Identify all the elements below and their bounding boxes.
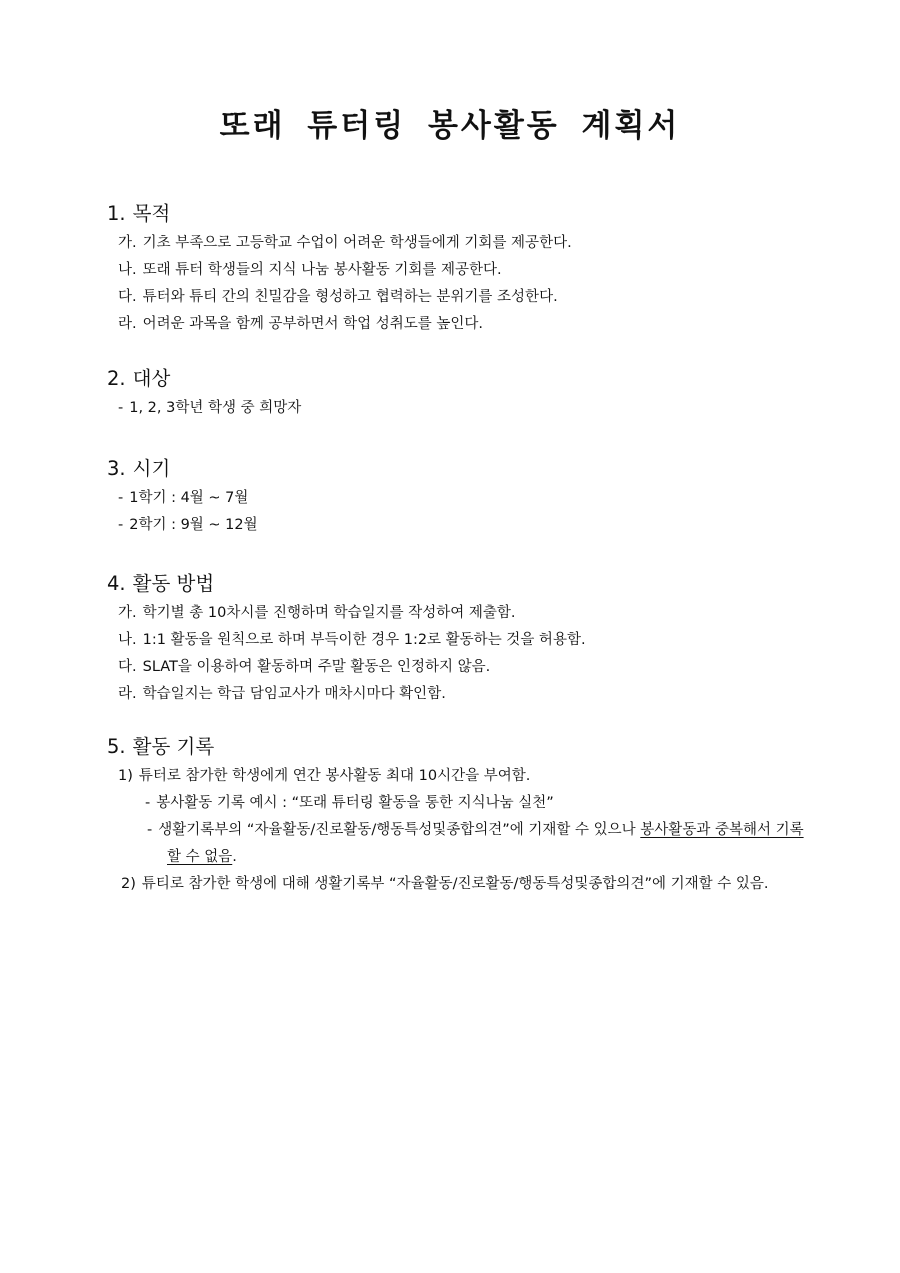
list-text: 2학기 : 9월 ~ 12월 [129, 517, 258, 533]
section-heading [107, 200, 807, 228]
list-marker: 다. [118, 659, 137, 675]
list-marker: 라. [118, 316, 137, 332]
sub-list-item [107, 817, 807, 871]
section-title: 활동 기록 [132, 735, 215, 758]
list-marker: 라. [118, 686, 137, 702]
list-item [107, 763, 807, 790]
list-item [107, 395, 807, 422]
section-number: 4. [107, 572, 126, 595]
list-item [107, 311, 807, 338]
list-text: 1:1 활동을 원칙으로 하며 부득이한 경우 1:2로 활동하는 것을 허용함. [142, 632, 586, 648]
section-heading [107, 455, 807, 483]
section-number: 2. [107, 367, 126, 390]
section-heading [107, 570, 807, 598]
section-title: 목적 [132, 202, 171, 225]
list-text-end: . [232, 849, 237, 865]
list-item [107, 512, 807, 539]
list-item [107, 654, 807, 681]
list-marker: 나. [118, 632, 137, 648]
list-text: 또래 튜터 학생들의 지식 나눔 봉사활동 기회를 제공한다. [142, 262, 502, 278]
list-text: 봉사활동 기록 예시 : “또래 튜터링 활동을 통한 지식나눔 실천” [156, 795, 554, 811]
underlined-text: 봉사활동과 중복해서 기록할 수 없음 [167, 822, 804, 865]
section-number: 5. [107, 735, 126, 758]
list-item [107, 485, 807, 512]
list-text: 학기별 총 10차시를 진행하며 학습일지를 작성하여 제출함. [142, 605, 516, 621]
section-title: 시기 [132, 457, 171, 480]
section-record [107, 733, 807, 898]
section-title: 대상 [132, 367, 171, 390]
section-title: 활동 방법 [132, 572, 215, 595]
list-marker: 1) [118, 768, 133, 784]
list-item [107, 871, 807, 898]
list-marker: - [118, 400, 124, 416]
list-text: 어려운 과목을 함께 공부하면서 학업 성취도를 높인다. [142, 316, 484, 332]
document-title: 또래 튜터링 봉사활동 계획서 [219, 108, 681, 144]
section-heading [107, 365, 807, 393]
list-marker: 가. [118, 235, 137, 251]
list-text: 튜터와 튜티 간의 친밀감을 형성하고 협력하는 분위기를 조성한다. [142, 289, 558, 305]
list-item [107, 284, 807, 311]
section-heading [107, 733, 807, 761]
list-text: 기초 부족으로 고등학교 수업이 어려운 학생들에게 기회를 제공한다. [142, 235, 572, 251]
list-marker: - [145, 795, 151, 811]
list-text: SLAT을 이용하여 활동하며 주말 활동은 인정하지 않음. [142, 659, 491, 675]
list-item [107, 600, 807, 627]
list-marker: 가. [118, 605, 137, 621]
list-text: 생활기록부의 “자율활동/진로활동/행동특성및종합의견”에 기재할 수 있으나 [158, 822, 636, 838]
section-number: 3. [107, 457, 126, 480]
list-text: 튜티로 참가한 학생에 대해 생활기록부 “자율활동/진로활동/행동특성및종합의견”에 기재할 수 있음. [141, 876, 769, 892]
list-text: 학습일지는 학급 담임교사가 매차시마다 확인함. [142, 686, 446, 702]
list-item [107, 230, 807, 257]
list-marker: 2) [121, 876, 136, 892]
section-method [107, 570, 807, 708]
section-number: 1. [107, 202, 126, 225]
sub-list-item [107, 790, 807, 817]
list-text: 튜터로 참가한 학생에게 연간 봉사활동 최대 10시간을 부여함. [138, 768, 531, 784]
list-text: 1, 2, 3학년 학생 중 희망자 [129, 400, 302, 416]
list-item [107, 681, 807, 708]
list-marker: 다. [118, 289, 137, 305]
list-item [107, 257, 807, 284]
list-marker: - [147, 822, 153, 838]
list-marker: 나. [118, 262, 137, 278]
section-period [107, 455, 807, 539]
list-marker: - [118, 490, 124, 506]
list-item [107, 627, 807, 654]
list-marker: - [118, 517, 124, 533]
section-target [107, 365, 807, 422]
section-purpose [107, 200, 807, 338]
list-text: 1학기 : 4월 ~ 7월 [129, 490, 249, 506]
